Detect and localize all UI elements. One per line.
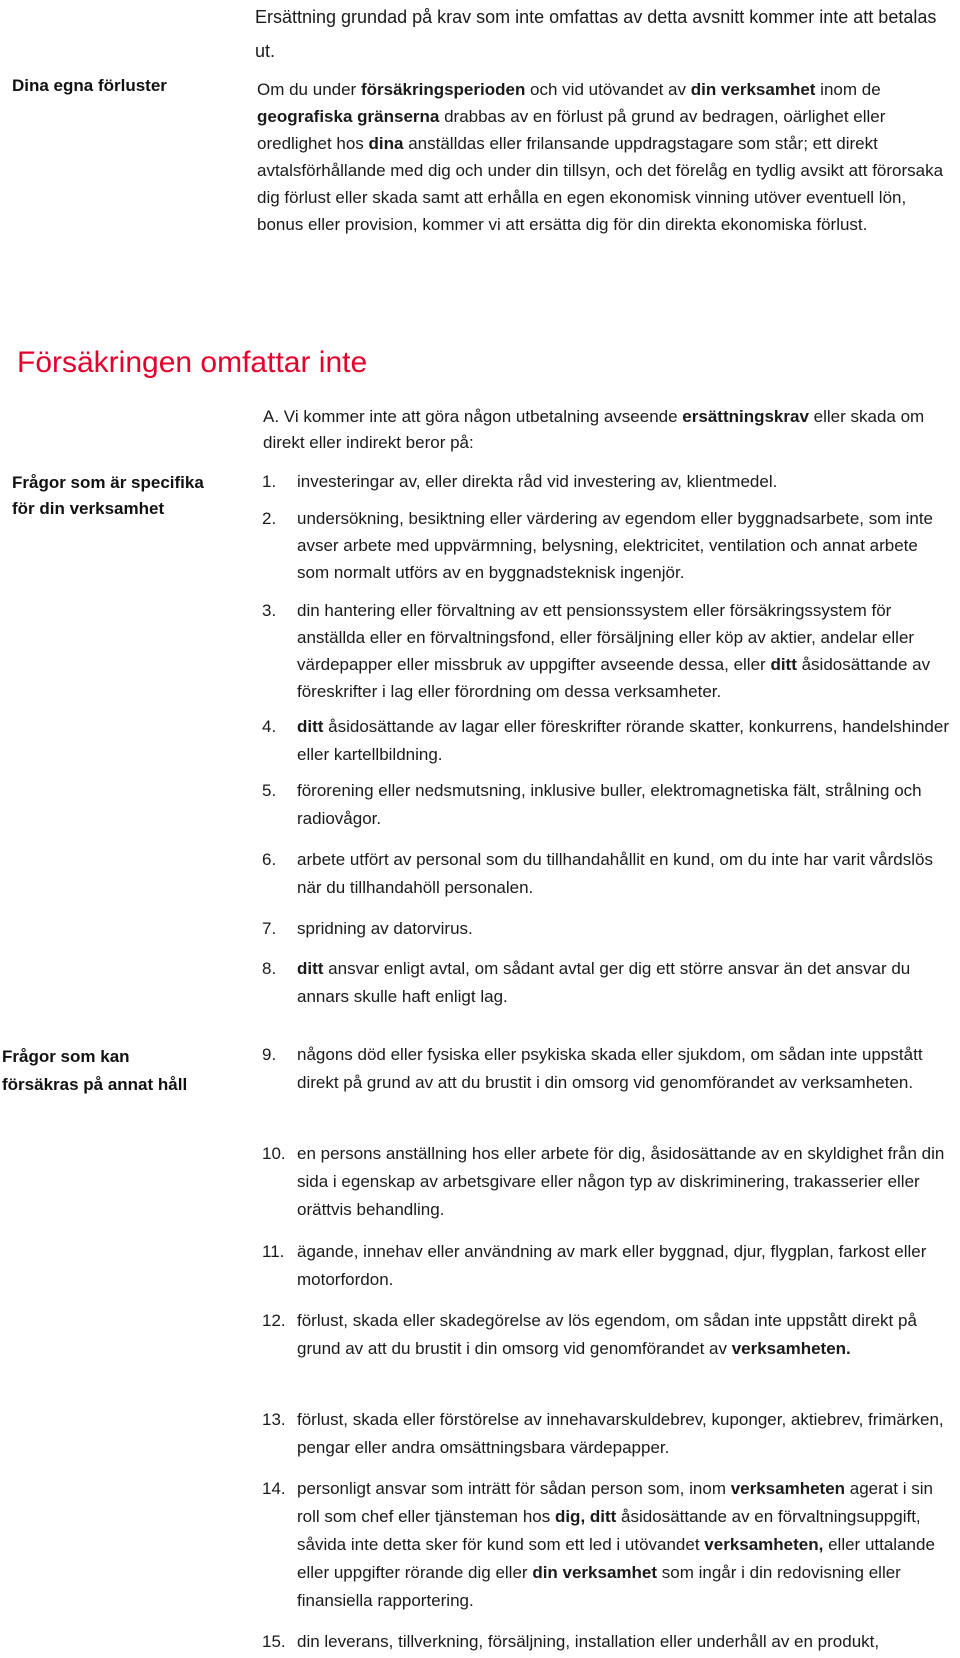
- exclusion-item: 5. förorening eller nedsmutsning, inklusive buller, elektromagnetiska fält, strålning och radiovågor.: [262, 781, 922, 828]
- exclusion-item: 6. arbete utfört av personal som du tillhandahållit en kund, om du inte har varit vårdslös när du tillhandahöll personalen.: [262, 850, 933, 897]
- exclusion-item: 3. din hantering eller förvaltning av ett pensionssystem eller försäkringssystem för anställda eller en förvaltningsfond, eller försäljning eller köp av aktier, andelar eller värdepapper eller missbruk av uppgifter avseende dessa, eller ditt åsidosättande av föreskrifter i lag eller förordning om dessa verksamheter.: [262, 601, 931, 701]
- exclusion-item: 1. investeringar av, eller direkta råd vid investering av, klientmedel.: [262, 472, 778, 491]
- exclusion-item: 14. personligt ansvar som inträtt för sådan person som, inom verksamheten agerat i sin roll som chef eller tjänsteman hos dig, ditt åsidosättande av en förvaltningsuppgift, såvida inte detta sker för kund som ett led i utövandet verksamheten, eller uttalande eller uppgifter rörande dig eller din verksamhet som ingår i din redovisning eller finansiella rapportering.: [262, 1479, 935, 1610]
- exclusion-item: 10. en persons anställning hos eller arbete för dig, åsidosättande av en skyldighet från din sida i egenskap av arbetsgivare eller någon typ av diskriminering, trakasserier eller orättvis behandling.: [262, 1144, 945, 1219]
- label-specific-questions: Frågor som är specifika för din verksamhet: [12, 473, 204, 518]
- section-title: Försäkringen omfattar inte: [17, 346, 368, 379]
- exclusion-item: 13. förlust, skada eller förstörelse av innehavarskuldebrev, kuponger, aktiebrev, frimärken, pengar eller andra omsättningsbara värdepapper.: [262, 1410, 944, 1457]
- own-losses-paragraph: Om du under försäkringsperioden och vid utövandet av din verksamhet inom de geografiska gränserna drabbas av en förlust på grund av bedragen, oärlighet eller oredlighet hos dina anställdas eller frilansande uppdragstagare som står; ett direkt avtalsförhållande med dig och under din tillsyn, och det förelåg en tydlig avsikt att förorsaka dig förlust eller skada samt att erhålla en egen ekonomisk vinning utöver eventuell lön, bonus eller provision, kommer vi att ersätta dig för din direkta ekonomiska förlust.: [257, 80, 944, 234]
- intro-text: Ersättning grundad på krav som inte omfattas av detta avsnitt kommer inte att betalas ut.: [255, 7, 937, 61]
- exclusion-item: 9. någons död eller fysiska eller psykiska skada eller sjukdom, om sådan inte uppstått direkt på grund av att du brustit i din omsorg vid genomförandet av verksamheten.: [262, 1045, 923, 1092]
- exclusion-item: 12. förlust, skada eller skadegörelse av lös egendom, om sådan inte uppstått direkt på grund av att du brustit i din omsorg vid genomförandet av verksamheten.: [262, 1311, 917, 1358]
- exclusion-item: 8. ditt ansvar enligt avtal, om sådant avtal ger dig ett större ansvar än det ansvar du annars skulle haft enligt lag.: [262, 959, 911, 1006]
- label-own-losses: Dina egna förluster: [12, 76, 167, 95]
- exclusion-item: 2. undersökning, besiktning eller värdering av egendom eller byggnadsarbete, som inte avser arbete med uppvärmning, belysning, elektricitet, ventilation och annat arbete som normalt utförs av en byggnadsteknisk ingenjör.: [262, 509, 933, 582]
- exclusions-intro: A. Vi kommer inte att göra någon utbetalning avseende ersättningskrav eller skada om direkt eller indirekt beror på:: [263, 407, 925, 452]
- label-other-insurance: Frågor som kan försäkras på annat håll: [2, 1047, 188, 1094]
- exclusion-item: 7. spridning av datorvirus.: [262, 919, 473, 938]
- exclusion-item: 4. ditt åsidosättande av lagar eller föreskrifter rörande skatter, konkurrens, handelshinder eller kartellbildning.: [262, 717, 950, 764]
- exclusion-item: 11. ägande, innehav eller användning av mark eller byggnad, djur, flygplan, farkost eller motorfordon.: [262, 1242, 927, 1289]
- exclusion-item: 15. din leverans, tillverkning, försäljning, installation eller underhåll av en produkt,: [262, 1632, 880, 1651]
